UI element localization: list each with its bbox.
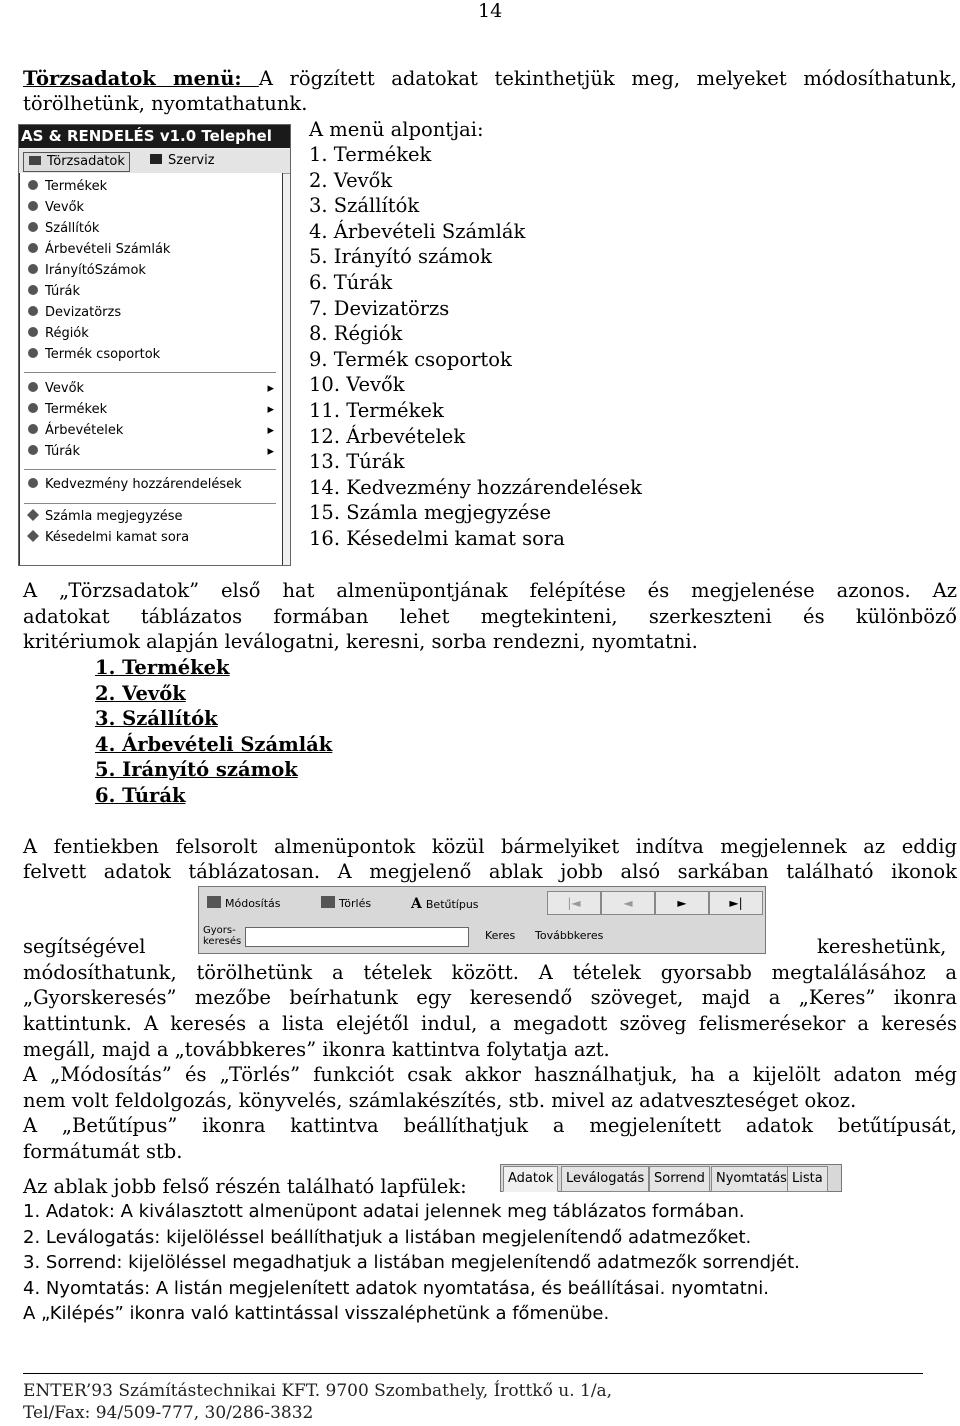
submenu-item: 13. Túrák (309, 450, 405, 474)
submenu-item: 4. Árbevételi Számlák (309, 219, 526, 243)
submenu-item: 10. Vevők (309, 373, 405, 397)
tab-desc-list (23, 1199, 800, 1327)
first-record-button[interactable]: |◄ (547, 891, 601, 915)
tabs-screenshot (500, 1164, 842, 1192)
footer-line-1: ENTER’93 Számítástechnikai KFT. 9700 Szombathely, Írottkő u. 1/a, (23, 1381, 613, 1401)
gear-icon (26, 284, 40, 296)
gear-icon (26, 263, 40, 275)
submenu-item: 16. Késedelmi kamat sora (309, 526, 565, 550)
menubar-szerviz[interactable] (149, 152, 215, 170)
diamond-icon (26, 509, 40, 521)
quick-search-input[interactable] (245, 927, 469, 947)
next-record-button[interactable]: ► (655, 891, 709, 915)
tab-lista[interactable]: Lista (787, 1166, 828, 1192)
gear-icon (26, 423, 40, 435)
para3-line: megáll, majd a „továbbkeres” ikonra kattintva folytatja azt. (23, 1038, 610, 1061)
menu-separator (24, 469, 276, 471)
menu-item-termek-csoportok[interactable]: Termék csoportok (26, 345, 160, 365)
page-number: 14 (478, 0, 503, 22)
tab-adatok[interactable]: Adatok (503, 1166, 558, 1192)
menu-item-vevok-sub[interactable]: Vevők ▸ (26, 379, 274, 399)
gear-icon (26, 242, 40, 254)
intro-line-1 (23, 66, 957, 92)
menu-item-arbeveteli-szamlak[interactable]: Árbevételi Számlák (26, 240, 170, 260)
submenu-item: 8. Régiók (309, 322, 403, 346)
tab-desc-item: 3. Sorrend: kijelöléssel megadhatjuk a listában megjelenítendő adatmezők sorrendjét. (23, 1252, 800, 1274)
delete-button[interactable]: Törlés (321, 893, 371, 915)
bold-list-item: 4. Árbevételi Számlák (95, 732, 333, 756)
menu-item-kesedelmi-kamat[interactable]: Késedelmi kamat sora (26, 528, 189, 548)
para3-line: „Gyorskeresés” mezőbe beírhatunk egy keresendő szöveget, majd a „Keres” ikonra (23, 986, 957, 1009)
menu-separator (24, 372, 276, 374)
last-record-button[interactable]: ►| (709, 891, 763, 915)
para2-right: kereshetünk, (817, 935, 947, 958)
para1-line: kritériumok alapján leválogatni, keresni, sorba rendezni, nyomtatni. (23, 630, 698, 653)
submenu-item: 1. Termékek (309, 143, 432, 166)
quick-search-label: Gyors- keresés (203, 925, 242, 947)
submenu-item: 15. Számla megjegyzése (309, 501, 551, 525)
menubar-label: Törzsadatok (47, 154, 125, 169)
window-title: AS & RENDELÉS v1.0 Telephel (21, 127, 272, 145)
chevron-right-icon: ▸ (267, 381, 274, 396)
tab-desc-item: 1. Adatok: A kiválasztott almenüpont adatai jelennek meg táblázatos formában. (23, 1201, 745, 1222)
menu-item-devizatorzs[interactable]: Devizatörzs (26, 303, 121, 323)
menu-item-vevok[interactable]: Vevők (26, 198, 84, 218)
tab-nyomtatas[interactable]: Nyomtatás (711, 1166, 792, 1192)
folder-icon (28, 154, 42, 166)
modify-button[interactable]: Módosítás (207, 893, 281, 915)
menu-item-szallitok[interactable]: Szállítók (26, 219, 99, 239)
menu-item-turak[interactable]: Túrák (26, 282, 80, 302)
gear-icon (26, 444, 40, 456)
submenu-list (309, 142, 642, 552)
menu-item-szamla-megjegyzese[interactable]: Számla megjegyzése (26, 507, 182, 527)
menubar-torzsadatok[interactable] (23, 152, 130, 172)
submenu-item: 7. Devizatörzs (309, 296, 450, 320)
tabs-intro: Az ablak jobb felső részén található lapfülek: (23, 1175, 467, 1198)
para3-line: A „Módosítás” és „Törlés” funkciót csak akkor használhatjuk, ha a kijelölt adaton még (23, 1063, 957, 1086)
gear-icon (26, 381, 40, 393)
chevron-right-icon: ▸ (267, 402, 274, 417)
intro-line-2: törölhetünk, nyomtathatunk. (23, 92, 308, 115)
chevron-right-icon: ▸ (267, 444, 274, 459)
submenu-item: 12. Árbevételek (309, 424, 466, 448)
dropdown-menu (19, 173, 283, 566)
gear-icon (26, 200, 40, 212)
intro-text: A rögzített adatokat tekinthetjük meg, melyeket módosíthatunk, (258, 67, 958, 90)
menu-screenshot (18, 124, 291, 566)
menu-item-arbevetelek-sub[interactable]: Árbevételek ▸ (26, 421, 274, 441)
menu-separator (24, 503, 276, 505)
para2-left: segítségével (23, 935, 146, 958)
submenu-item: 6. Túrák (309, 270, 393, 294)
para3-line: módosíthatunk, törölhetünk a tételek között. A tételek gyorsabb megtalálásához a (23, 961, 957, 984)
para3-line: formátumát stb. (23, 1140, 183, 1163)
menu-item-regiok[interactable]: Régiók (26, 324, 89, 344)
gear-icon (26, 305, 40, 317)
menu-item-termekek[interactable]: Termékek (26, 177, 107, 197)
bold-list-item: 1. Termékek (95, 656, 230, 679)
menu-item-kedvezmeny[interactable]: Kedvezmény hozzárendelések (26, 475, 242, 495)
chevron-right-icon: ▸ (267, 423, 274, 438)
tab-levalogatas[interactable]: Leválogatás (561, 1166, 649, 1192)
para3-line: A „Betűtípus” ikonra kattintva beállíthatjuk a megjelenített adatok betűtípusát, (23, 1114, 957, 1137)
bold-list-item: 6. Túrák (95, 783, 186, 807)
para2-line: A fentiekben felsorolt almenüpontok közül bármelyiket indítva megjelennek az eddig (23, 835, 957, 858)
footer-divider (23, 1373, 923, 1374)
menu-item-iranyitoszamok[interactable]: IrányítóSzámok (26, 261, 146, 281)
bold-list (95, 655, 332, 809)
para3-line: nem volt feldolgozás, könyvelés, számlakészítés, stb. mivel az adatveszteséget okoz. (23, 1089, 857, 1112)
bold-list-item: 2. Vevők (95, 681, 186, 705)
menu-heading: Törzsadatok menü: (23, 67, 259, 90)
font-icon: A (411, 896, 422, 912)
gear-icon (26, 326, 40, 338)
edit-icon (207, 896, 221, 908)
delete-icon (321, 896, 335, 908)
tab-desc-item: A „Kilépés” ikonra való kattintással visszaléphetünk a főmenübe. (23, 1303, 610, 1325)
bold-list-item: 3. Szállítók (95, 707, 218, 731)
submenu-item: 2. Vevők (309, 168, 393, 192)
window-titlebar (19, 125, 290, 148)
diamond-icon (26, 530, 40, 542)
para2-line: felvett adatok táblázatosan. A megjelenő ablak jobb alsó sarkában található ikonok (23, 860, 957, 883)
bold-list-item: 5. Irányító számok (95, 758, 298, 782)
submenu-item: 5. Irányító számok (309, 245, 492, 269)
gear-icon (26, 179, 40, 191)
submenu-item: 14. Kedvezmény hozzárendelések (309, 475, 642, 499)
tab-desc-item: 2. Leválogatás: kijelöléssel beállíthatjuk a listában megjelenítendő adatmezőket. (23, 1226, 752, 1248)
menubar (19, 149, 290, 174)
menubar-label: Szerviz (168, 153, 215, 168)
submenu-item: 11. Termékek (309, 398, 444, 422)
gear-icon (26, 221, 40, 233)
para1-line: adatokat táblázatos formában lehet megtekinteni, szerkeszteni és különböző (23, 605, 957, 628)
menu-item-turak-sub[interactable]: Túrák ▸ (26, 442, 274, 462)
tab-sorrend[interactable]: Sorrend (649, 1166, 710, 1192)
gear-icon (26, 477, 40, 489)
gear-icon (26, 347, 40, 359)
gear-icon (26, 402, 40, 414)
search-button[interactable]: Keres (485, 929, 516, 942)
tools-icon (149, 153, 163, 165)
font-button[interactable]: A Betűtípus (411, 896, 479, 912)
search-next-button[interactable]: Továbbkeres (535, 929, 604, 942)
tab-desc-item: 4. Nyomtatás: A listán megjelenített adatok nyomtatása, és beállításai. nyomtatni. (23, 1277, 769, 1299)
para3-line: kattintunk. A keresés a lista elejétől indul, a megadott szöveg felismerésekor a keresés (23, 1012, 957, 1035)
footer-line-2: Tel/Fax: 94/509-777, 30/286-3832 (23, 1403, 314, 1423)
para1-line: A „Törzsadatok” első hat almenüpontjának felépítése és megjelenése azonos. Az (23, 579, 957, 602)
menu-item-termekek-sub[interactable]: Termékek ▸ (26, 400, 274, 420)
submenu-item: 3. Szállítók (309, 194, 420, 218)
toolbar-screenshot (198, 886, 766, 954)
submenu-heading: A menü alpontjai: (309, 118, 484, 141)
prev-record-button[interactable]: ◄ (601, 891, 655, 915)
submenu-item: 9. Termék csoportok (309, 347, 512, 371)
